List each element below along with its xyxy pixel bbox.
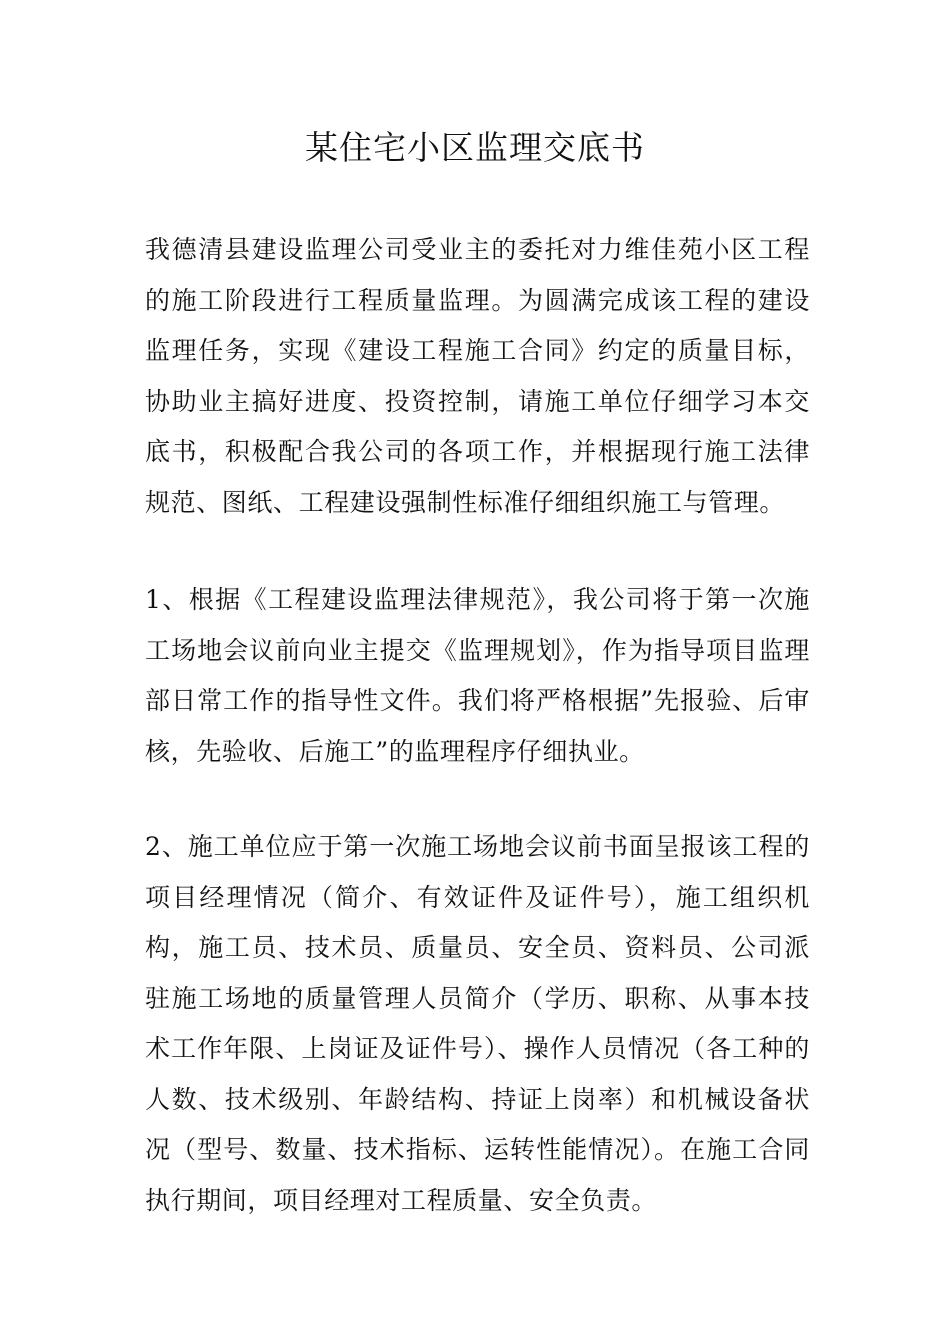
clause-2-paragraph: 2、施工单位应于第一次施工场地会议前书面呈报该工程的项目经理情况（简介、有效证件及证件号），施工组织机构，施工员、技术员、质量员、安全员、资料员、公司派驻施工场地的质量管理人员简介（学历、职称、从事本技术工作年限、上岗证及证件号）、操作人员情况（各工种的人数、技术级别、年龄结构、持证上岗率）和机械设备状况（型号、数量、技术指标、运转性能情况）。在施工合同执行期间，项目经理对工程质量、安全负责。 xyxy=(145,832,810,1215)
clause-1-paragraph: 1、根据《工程建设监理法律规范》，我公司将于第一次施工场地会议前向业主提交《监理规划》，作为指导项目监理部日常工作的指导性文件。我们将严格根据”先报验、后审核，先验收、后施工”的监理程序仔细执业。 xyxy=(145,585,810,766)
document-title: 某住宅小区监理交底书 xyxy=(305,128,645,167)
intro-paragraph: 我德清县建设监理公司受业主的委托对力维佳苑小区工程的施工阶段进行工程质量监理。为圆满完成该工程的建设监理任务，实现《建设工程施工合同》约定的质量目标，协助业主搞好进度、投资控制，请施工单位仔细学习本交底书，积极配合我公司的各项工作，并根据现行施工法律规范、图纸、工程建设强制性标准仔细组织施工与管理。 xyxy=(145,235,810,517)
